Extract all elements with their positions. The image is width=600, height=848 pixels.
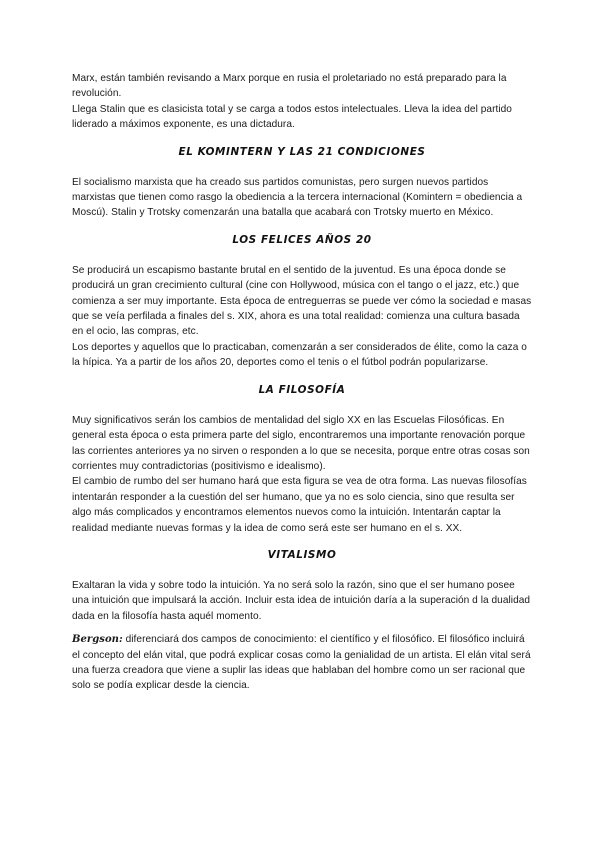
heading-filosofia: LA FILOSOFÍA	[258, 383, 346, 396]
intro-paragraph-1: Marx, están también revisando a Marx porque en rusia el proletariado no está preparado para la revolución.	[72, 73, 507, 100]
document-body	[72, 71, 532, 694]
filosofia-paragraph-2: El cambio de rumbo del ser humano hará que esta figura se vea de otra forma. Las nuevas filosofías intentarán responder a la cuestión del ser humano, que ya no es solo ciencia, sino que resulta ser algo más complicados y encontramos elementos nuevos como la intuición. Intentarán captar la realidad mediante nuevas formas y la idea de como será este ser humano en el s. XX.	[72, 476, 527, 534]
komintern-paragraph-1: El socialismo marxista que ha creado sus partidos comunistas, pero surgen nuevos partidos marxistas que tienen como rasgo la obediencia a la tercera internacional (Komintern = obediencia a Moscú). Stalin y Trotsky comenzarán una batalla que acabará con Trotsky muerto en México.	[72, 176, 523, 219]
vitalismo-paragraph-1: Exaltaran la vida y sobre todo la intuición. Ya no será solo la razón, sino que el ser humano posee una intuición que impulsará la acción. Incluir esta idea de intuición daría a la superación d la dualidad dada en la filosofía hasta aquél momento.	[72, 579, 531, 622]
section-vitalismo-header	[72, 548, 532, 562]
intro-paragraph-2: Llega Stalin que es clasicista total y se carga a todos estos intelectuales. Lleva la idea del partido liderado a máximos exponente, es una dictadura.	[72, 103, 512, 131]
paragraph-spacer	[72, 624, 532, 632]
bergson-text: diferenciará dos campos de conocimiento: el científico y el filosófico. El filosófico incluirá el concepto del elán vital, que podrá explicar cosas como la genialidad de un artista. El elán vital será una fuerza creadora que viene a suplir las ideas que hablaban del hombre como un ser racional que solo se podía explicar desde la ciencia.	[72, 634, 531, 692]
bergson-label: Bergson:	[72, 634, 123, 646]
filosofia-paragraph-1: Muy significativos serán los cambios de mentalidad del siglo XX en las Escuelas Filosóficas. En general esta época o esta primera parte del siglo, encontraremos una importante renovación porque las corrientes anteriores ya no sirven o responden a lo que se necesita, porque entre otras cosas son corrientes muy contradictorias (positivismo e idealismo).	[72, 414, 530, 472]
section-felices-header	[72, 233, 532, 247]
heading-komintern: EL KOMINTERN Y LAS 21 CONDICIONES	[178, 145, 426, 158]
felices-paragraph-2: Los deportes y aquellos que lo practicaban, comenzarán a ser considerados de élite, como la caza o la hípica. Ya a partir de los años 20, deportes como el tenis o el fútbol podrán popularizarse.	[72, 341, 527, 369]
heading-felices: LOS FELICES AÑOS 20	[232, 233, 372, 246]
section-komintern-header	[72, 145, 532, 159]
bergson-paragraph	[72, 632, 532, 694]
heading-vitalismo: VITALISMO	[267, 548, 337, 561]
section-filosofia-header	[72, 383, 532, 397]
felices-paragraph-1: Se producirá un escapismo bastante brutal en el sentido de la juventud. Es una época donde se producirá un gran crecimiento cultural (cine con Hollywood, música con el tango o el jazz, etc.) que comienza a ser muy importante. Esta época de entreguerras se puede ver cómo la sociedad e masas que se veía perfilada a finales del s. XIX, ahora es una total realidad: comienza una cultura basada en el ocio, las compras, etc.	[72, 264, 532, 338]
